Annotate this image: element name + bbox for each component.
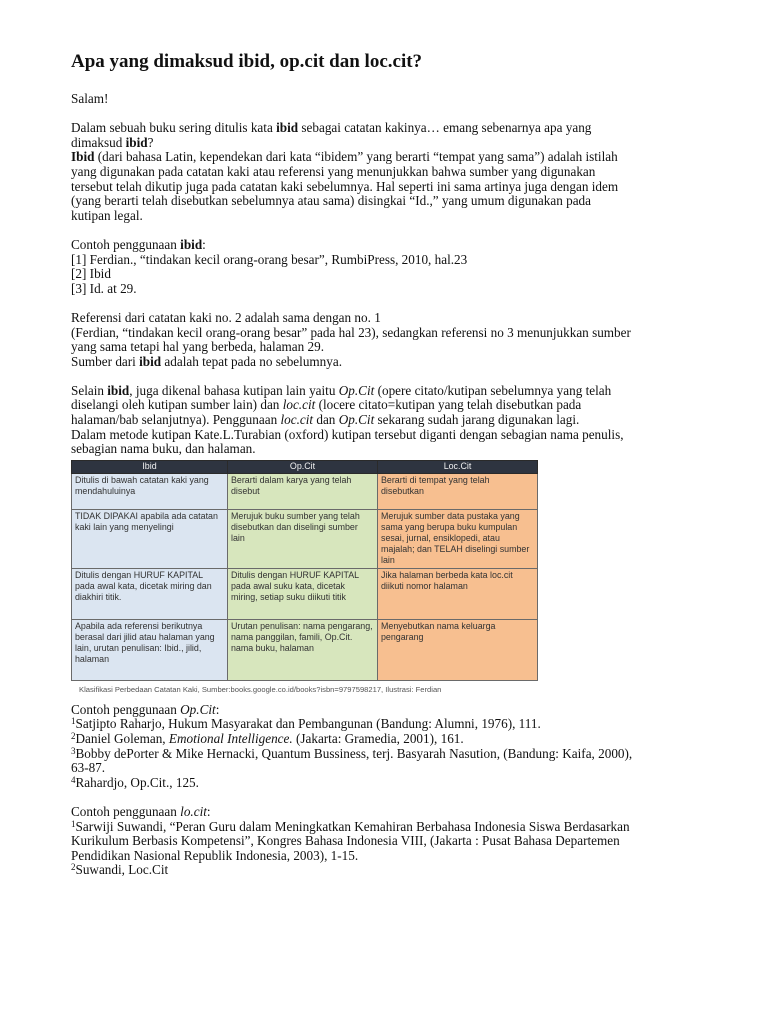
table-row [72, 568, 538, 619]
opcit-examples: Contoh penggunaan Op.Cit: $^1$Satjipto Raharjo, Hukum Masyarakat dan Pembangunan (Bandung: Alumni, 1976), 111. $^2$Daniel Goleman, Emotional Intelligence. (Jakarta: Gramedia, 2001), 161. $^3$Bobby dePorter & Mike Hernacki, Quantum Bussiness, terj. Basyarah Nasution, (Bandung: Kaifa, 2000), 63-87. $^4$Rahardjo, Op.Cit., 125. [71, 703, 721, 791]
intro-paragraph: Dalam sebuah buku sering ditulis kata ibid sebagai catatan kakinya… emang sebenarnya apa yang dimaksud ibid? Ibid (dari bahasa Latin, kependekan dari kata “ibidem” yang berarti “tempat yang sama”) adalah istilah yang digunakan pada catatan kaki atau referensi yang menunjukkan bahwa sumber yang digunakan tersebut telah dikutip juga pada catatan kaki sebelumnya. Hal seperti ini sama artinya juga dengan idem (yang berarti telah disebutkan sebelumnya atau sama) disingkai “Id.,” yang umum digunakan pada kutipan legal. [71, 120, 619, 223]
list-item: $^1$Satjipto Raharjo, Hukum Masyarakat dan Pembangunan (Bandung: Alumni, 1976), 111. [71, 716, 541, 732]
header-loccit: Loc.Cit [378, 460, 538, 473]
table-cell: Berarti di tempat yang telah disebutkan [378, 473, 538, 509]
table-cell: Merujuk sumber data pustaka yang sama yang berupa buku kumpulan sesai, jurnal, ensiklopedi, atau majalah; dan TELAH diselingi sumber lain [378, 509, 538, 568]
explanation-paragraph: Referensi dari catatan kaki no. 2 adalah sama dengan no. 1 (Ferdian, “tindakan kecil orang-orang besar” pada hal 23), sedangkan referensi no 3 menunjukkan sumber yang sama tetapi hal yang berbeda, halaman 29. Sumber dari ibid adalah tepat pada no sebelumnya. [71, 309, 631, 369]
loccit-examples-heading: Contoh penggunaan lo.cit: [71, 804, 211, 819]
list-item: $^2$Suwandi, Loc.Cit [71, 862, 169, 878]
list-item: $^3$Bobby dePorter & Mike Hernacki, Quantum Bussiness, terj. Basyarah Nasution, (Bandung: Kaifa, 2000), [71, 745, 633, 761]
table-cell: Menyebutkan nama keluarga pengarang [378, 619, 538, 680]
table-cell: Urutan penulisan: nama pengarang, nama panggilan, famili, Op.Cit. nama buku, halaman [228, 619, 378, 680]
opcit-examples-heading: Contoh penggunaan Op.Cit: [71, 701, 220, 717]
table-cell: Ditulis dengan HURUF KAPITAL pada awal suku kata, dicetak miring, setiap suku diikuti titik [228, 568, 378, 619]
list-item: [2] Ibid [71, 266, 111, 282]
table-cell: Ditulis di bawah catatan kaki yang mendahuluinya [72, 473, 228, 509]
table-cell: Ditulis dengan HURUF KAPITAL pada awal kata, dicetak miring dan diakhiri titik. [72, 568, 228, 619]
table-header-row [72, 460, 538, 473]
comparison-table [71, 460, 538, 681]
table-row [72, 619, 538, 680]
list-item: [3] Id. at 29. [71, 280, 137, 296]
table-cell: TIDAK DIPAKAI apabila ada catatan kaki lain yang menyelingi [72, 509, 228, 568]
table-row [72, 509, 538, 568]
list-item: $^1$Sarwiji Suwandi, “Peran Guru dalam Meningkatkan Kemahiran Berbahasa Indonesia Siswa Berdasarkan [71, 818, 630, 834]
header-opcit: Op.Cit [228, 460, 378, 473]
comparison-table-figure [71, 460, 537, 695]
table-cell: Merujuk buku sumber yang telah disebutkan dan diselingi sumber lain [228, 509, 378, 568]
ibid-examples [71, 238, 721, 296]
list-item: $^4$Rahardjo, Op.Cit., 125. [71, 774, 199, 790]
loccit-examples: Contoh penggunaan lo.cit: $^1$Sarwiji Suwandi, “Peran Guru dalam Meningkatkan Kemahiran Berbahasa Indonesia Siswa Berdasarkan Kurikulum Berbasis Kompetensi”, Kongres Bahasa Indonesia VIII, (Jakarta : Pusat Bahasa Departemen Pendidikan Nasional Republik Indonesia, 2003), 1-15. $^2$Suwandi, Loc.Cit [71, 805, 721, 878]
greeting: Salam! [71, 91, 109, 106]
list-item: [1] Ferdian., “tindakan kecil orang-orang besar”, RumbiPress, 2010, hal.23 [71, 251, 468, 267]
other-citations-paragraph: Selain ibid, juga dikenal bahasa kutipan lain yaitu Op.Cit (opere citato/kutipan sebelumnya yang telah diselangi oleh kutipan sumber lain) dan loc.cit (locere citato=kutipan yang telah disebutkan pada halaman/bab selanjutnya). Penggunaan loc.cit dan Op.Cit sekarang sudah jarang digunakan lagi. Dalam metode kutipan Kate.L.Turabian (oxford) kutipan tersebut diganti dengan sebagian nama penulis, sebagian nama buku, dan halaman. [71, 382, 624, 457]
list-item: $^2$Daniel Goleman, Emotional Intelligence. (Jakarta: Gramedia, 2001), 161. [71, 731, 464, 747]
table-cell: Berarti dalam karya yang telah disebut [228, 473, 378, 509]
table-row [72, 473, 538, 509]
table-cell: Jika halaman berbeda kata loc.cit diikuti nomor halaman [378, 568, 538, 619]
ibid-examples-heading: Contoh penggunaan ibid: [71, 236, 206, 252]
document-body [71, 50, 721, 878]
table-cell: Apabila ada referensi berikutnya berasal dari jilid atau halaman yang lain, urutan penulisan: Ibid., jilid, halaman [72, 619, 228, 680]
page-title: Apa yang dimaksud ibid, op.cit dan loc.cit? [71, 51, 423, 72]
header-ibid: Ibid [72, 460, 228, 473]
table-caption: Klasifikasi Perbedaan Catatan Kaki, Sumber:books.google.co.id/books?isbn=9797598217, Ilustrasi: Ferdian [79, 684, 442, 694]
